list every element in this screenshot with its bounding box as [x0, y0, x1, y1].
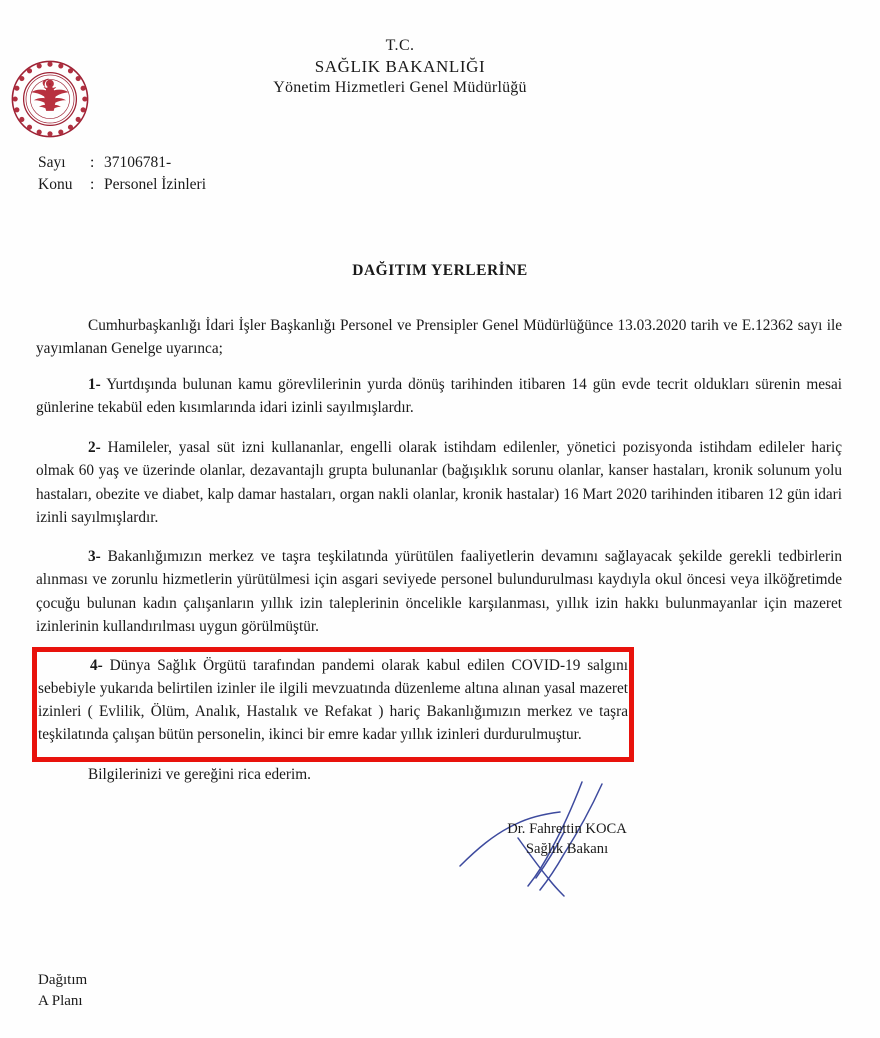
distribution-footer	[38, 970, 87, 1013]
addressee-heading: DAĞITIM YERLERİNE	[352, 262, 528, 279]
clause-1	[36, 373, 842, 420]
intro-paragraph-block	[36, 314, 842, 361]
signatory	[432, 820, 702, 859]
closing-sentence: Bilgilerinizi ve gereğini rica ederim.	[88, 766, 311, 783]
letterhead-line-tc: T.C.	[385, 37, 415, 54]
sayi-value: 37106781-	[104, 154, 172, 171]
clause-2-number: 2-	[88, 439, 101, 456]
distribution-label: Dağıtım	[38, 972, 88, 988]
clause-4	[38, 655, 628, 747]
clause-3-number: 3-	[88, 548, 101, 565]
document-metadata	[38, 152, 206, 197]
signatory-title: Sağlık Bakanı	[525, 840, 609, 857]
letterhead	[120, 36, 680, 99]
metadata-row-sayi	[38, 152, 206, 174]
clause-4-number: 4-	[90, 657, 103, 674]
konu-label: Konu	[38, 176, 73, 194]
clause-3-text: Bakanlığımızın merkez ve taşra teşkilatında yürütülen faaliyetlerin devamını sağlayacak şekilde gerekli tedbirlerin alınması ve zorunlu hizmetlerin yürütülmesi için asgari seviyede personel bulundurulması kaydıyla okul öncesi veya ilköğretimde çocuğu bulunan kadın çalışanların yıllık izin taleplerinin öncelikle karşılanması, yıllık izin hakkı bulunmayanlar için mazeret izinlerinin kullandırılması uygun görülmüştür.	[36, 548, 842, 635]
intro-paragraph: Cumhurbaşkanlığı İdari İşler Başkanlığı Personel ve Prensipler Genel Müdürlüğünce 13.03.2020 tarih ve E.12362 sayı ile yayımlanan Genelge uyarınca;	[36, 317, 842, 358]
sayi-label: Sayı	[38, 154, 66, 171]
sayi-separator: :	[90, 154, 95, 171]
clause-1-text: Yurtdışında bulunan kamu görevlilerinin yurda dönüş tarihinden itibaren 14 gün evde tecrit oldukları sürenin mesai günlerine tekabül eden kısımlarında idari izinli sayılmışlardır.	[36, 376, 843, 417]
letterhead-line-ministry: SAĞLIK BAKANLIĞI	[314, 57, 486, 77]
letterhead-line-directorate: Yönetim Hizmetleri Genel Müdürlüğü	[273, 79, 527, 97]
ministry-emblem-icon	[10, 58, 90, 140]
clause-4-text: Dünya Sağlık Örgütü tarafından pandemi olarak kabul edilen COVID-19 salgını sebebiyle yukarıda belirtilen izinler ile ilgili mevzuatında düzenleme altına alınan yasal mazeret izinleri ( Evlilik, Ölüm, Analık, Hastalık ve Refakat ) hariç Bakanlığımızın merkez ve taşra teşkilatında çalışan bütün personelin, ikinci bir emre kadar yıllık izinleri durdurulmuştur.	[38, 657, 628, 743]
clause-3	[36, 545, 842, 638]
signatory-name: Dr. Fahrettin KOCA	[507, 821, 627, 837]
distribution-plan: A Planı	[38, 993, 83, 1010]
clause-2-text: Hamileler, yasal süt izni kullananlar, engelli olarak istihdam edilenler, yönetici pozisyonda istihdam edileler hariç olmak 60 yaş ve üzerinde olanlar, dezavantajlı grupta bulunanlar (bağışıklık sorunu olanlar, kanser hastaları, kronik solunum yolu hastaları, obezite ve diabet, kalp damar hastaları, organ nakli olanlar, kronik hastalar) 16 Mart 2020 tarihinden itibaren 12 gün idari izinli sayılmışlardır.	[36, 439, 842, 526]
konu-separator: :	[90, 176, 95, 194]
metadata-row-konu	[38, 174, 206, 196]
clause-1-number: 1-	[88, 376, 101, 393]
svg-text:★: ★	[48, 81, 52, 87]
signature-block	[432, 780, 732, 900]
clause-2	[36, 436, 842, 529]
konu-value: Personel İzinleri	[104, 176, 207, 194]
